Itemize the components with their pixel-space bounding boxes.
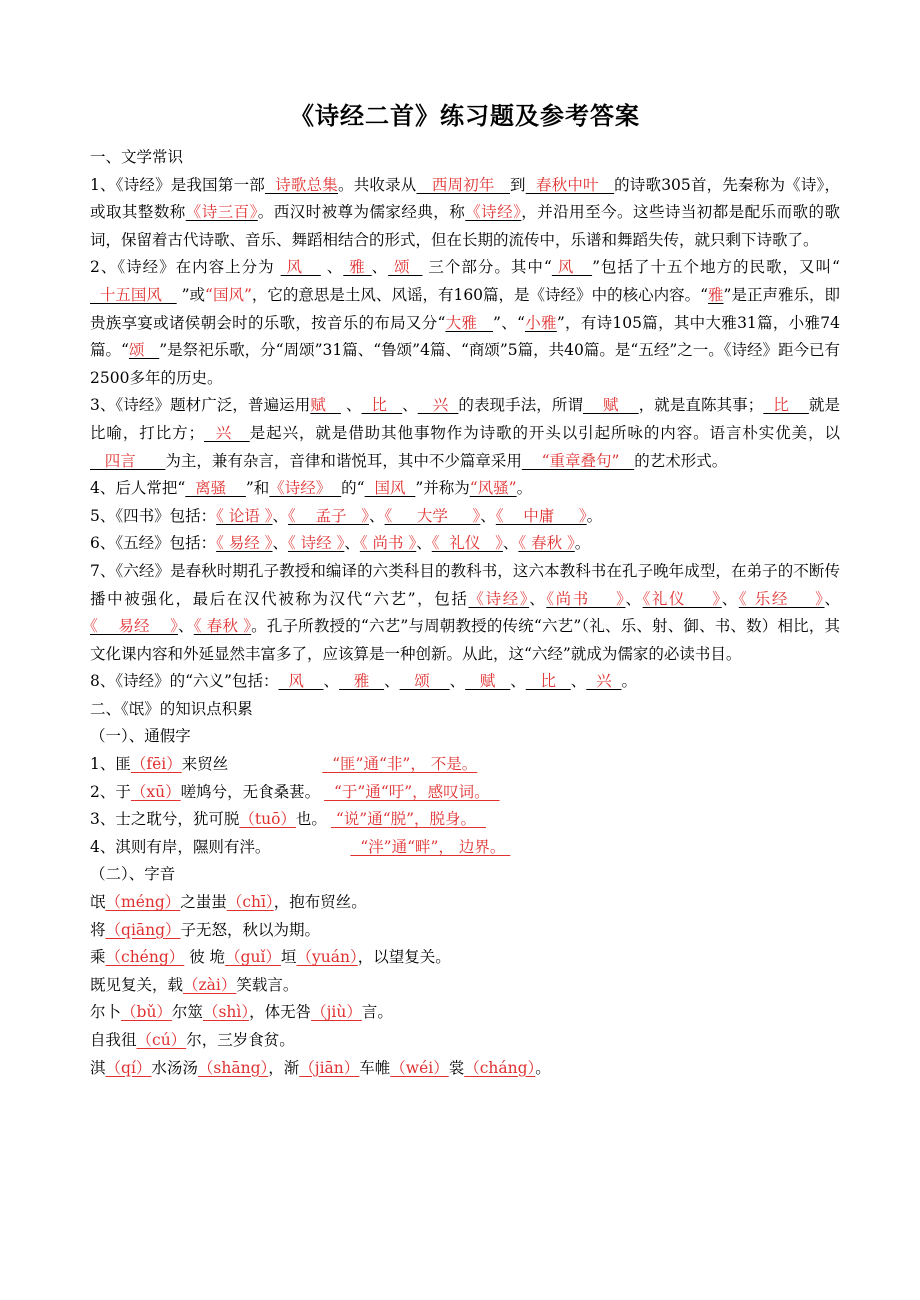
answer-blank: 四言 xyxy=(90,451,166,470)
text: 三个部分。其中“ xyxy=(422,258,552,277)
answer-blank: “匪”通“非”， 不是。 xyxy=(322,755,478,774)
text: ”包括了十五个地方的民歌，又叫“ xyxy=(592,258,840,277)
text: 既见复关，载 xyxy=(90,975,184,994)
answer-blank: 《 论语 》 xyxy=(216,506,273,525)
text: 的诗歌305首，先秦称为《诗》，或取其整数称 xyxy=(90,175,840,222)
text: 、 xyxy=(371,258,389,277)
answer-blank: 兴 xyxy=(586,672,622,691)
pinyin: （fēi） xyxy=(130,755,182,774)
question-6 xyxy=(90,530,840,558)
text: ”并称为 xyxy=(415,479,470,498)
answer-blank: 《 春秋 》 xyxy=(193,617,252,636)
answer-blank: 国风 xyxy=(364,479,416,498)
answer-blank: 《 大学 》 xyxy=(384,506,481,525)
text: 4、淇则有岸，隰则有泮。 xyxy=(90,837,271,856)
text: 、 xyxy=(323,672,340,691)
text: ，体无咎 xyxy=(249,1003,312,1022)
pinyin: （yuán） xyxy=(296,948,358,967)
text: 3、士之耽兮，犹可脱 xyxy=(90,810,240,829)
pinyin: （shāng） xyxy=(197,1058,269,1077)
text: 彼 垝 xyxy=(184,948,226,967)
answer-blank: 比 xyxy=(525,672,571,691)
pinyin: （chī） xyxy=(226,893,274,912)
text: 8、《诗经》的“六义”包括： xyxy=(90,672,279,691)
question-3 xyxy=(90,392,840,475)
text: ”是正声雅乐，即贵族享宴或诸侯朝会时的乐歌，按音乐的布局又分“ xyxy=(90,285,840,332)
text: 到 xyxy=(510,175,526,194)
answer-blank: 《 礼仪 》 xyxy=(431,534,503,553)
answer-blank: 小雅 xyxy=(524,313,557,332)
text: 的“ xyxy=(341,479,365,498)
text: 、 xyxy=(824,589,840,608)
text: 自我徂 xyxy=(90,1031,137,1049)
text: ”或 xyxy=(176,285,206,304)
answer-blank: “风骚” xyxy=(469,479,517,498)
answer-blank: 兴 xyxy=(204,423,250,442)
answer-blank: 风 xyxy=(551,258,593,277)
text: 3、《诗经》题材广泛，普遍运用 xyxy=(90,396,311,415)
ziyin-line-1 xyxy=(90,889,840,917)
text: 的表现手法，所谓 xyxy=(458,396,584,415)
text: 、 xyxy=(449,672,466,691)
text: 、 xyxy=(625,589,643,608)
text: 氓 xyxy=(90,893,106,912)
pinyin: （tuō） xyxy=(239,810,296,829)
pinyin: （guǐ） xyxy=(225,948,281,967)
text: 垣 xyxy=(281,948,297,967)
text: 、 xyxy=(570,672,587,691)
pinyin: （wéi） xyxy=(390,1058,449,1077)
answer-blank: 颂 xyxy=(388,258,423,277)
text: 、 xyxy=(529,589,547,608)
pinyin: （qí） xyxy=(105,1058,152,1077)
text: 。 xyxy=(621,672,638,691)
answer-blank: 雅 xyxy=(343,258,372,277)
answer-blank: 赋 xyxy=(465,672,511,691)
pinyin: （zài） xyxy=(183,975,237,994)
text: 、 xyxy=(502,534,519,553)
answer-blank: 赋 xyxy=(583,396,639,415)
pinyin: （shì） xyxy=(202,1003,250,1022)
answer-blank: 《礼仪 》 xyxy=(642,589,722,608)
text: 。 xyxy=(586,506,603,525)
text: 乘 xyxy=(90,948,106,967)
text: 、 xyxy=(340,396,362,415)
answer-blank: 《尚书 》 xyxy=(546,589,626,608)
tongjia-item-4 xyxy=(90,834,840,862)
answer-blank: 西周初年 xyxy=(416,175,510,194)
text: ，它的意思是土风、风谣，有160篇，是《诗经》中的核心内容。“ xyxy=(251,285,709,304)
answer-blank: 《 易经 》 xyxy=(90,617,179,636)
text: ，抱布贸丝。 xyxy=(273,893,367,912)
answer-blank: 《诗经》 xyxy=(465,203,522,222)
subsection-heading: （二）、字音 xyxy=(90,865,176,884)
answer-blank: 《 孟子 》 xyxy=(288,506,369,525)
ziyin-line-2 xyxy=(90,917,840,945)
section-heading: 一、文学常识 xyxy=(90,148,184,166)
pinyin: （cháng） xyxy=(464,1058,536,1077)
text: 。共收录从 xyxy=(338,175,417,194)
document-page xyxy=(90,96,840,1082)
text: 7、《六经》是春秋时期孔子教授和编译的六类科目的教科书，这六本教科书在孔子晚年成型，在弟子的不断传播中被强化，最后在汉代被称为汉代“六艺”，包括 xyxy=(90,561,840,608)
text: ，就是直陈其事； xyxy=(638,396,764,415)
text: 尔，三岁食贫。 xyxy=(186,1031,295,1049)
text: 车帷 xyxy=(359,1058,391,1077)
answer-blank: 离骚 xyxy=(185,479,246,498)
question-2 xyxy=(90,254,840,392)
answer-blank: 比 xyxy=(763,396,809,415)
answer-blank: 颂 xyxy=(399,672,450,691)
question-5 xyxy=(90,503,840,531)
text: 1、匪 xyxy=(90,755,131,774)
ziyin-line-3 xyxy=(90,944,840,972)
text: 是起兴，就是借助其他事物作为诗歌的开头以引起所咏的内容。语言朴实优美，以 xyxy=(249,423,840,442)
text: 也。 xyxy=(295,810,327,829)
pinyin: （jiù） xyxy=(311,1003,362,1022)
section-heading: 二、《氓》的知识点积累 xyxy=(90,699,253,718)
answer-blank: “于”通“吁”，感叹词。 xyxy=(324,782,500,801)
answer-blank: 诗歌总集 xyxy=(264,175,338,194)
text: 。西汉时被尊为儒家经典，称 xyxy=(257,203,466,222)
text: 、 xyxy=(402,396,418,415)
answer-blank: 赋 xyxy=(310,396,341,415)
pinyin: （bǔ） xyxy=(121,1003,172,1022)
answer-blank: 颂 xyxy=(128,341,160,360)
text: ”，有诗105篇，其中大雅31篇，小雅74篇。“ xyxy=(90,313,840,360)
answer-blank: “说”通“脱”，脱身。 xyxy=(330,810,486,829)
text: 言。 xyxy=(361,1003,393,1022)
answer-blank: “泮”通“畔”， 边界。 xyxy=(350,837,511,856)
answer-blank: 大雅 xyxy=(445,313,493,332)
answer-blank: 《 乐经 》 xyxy=(738,589,825,608)
text: 尔卜 xyxy=(90,1003,122,1022)
ziyin-line-6 xyxy=(90,1027,840,1055)
text: 来贸丝 xyxy=(181,755,229,774)
pinyin: （chéng） xyxy=(105,948,185,967)
text: 将 xyxy=(90,920,106,939)
answer-blank: 《诗三百》 xyxy=(185,203,258,222)
answer-blank: 兴 xyxy=(417,396,459,415)
question-1 xyxy=(90,172,840,255)
text: 子无怒，秋以为期。 xyxy=(180,920,321,939)
text: 6、《五经》包括： xyxy=(90,534,217,553)
question-8 xyxy=(90,668,840,696)
text: 、 xyxy=(480,506,496,525)
answer-blank: 比 xyxy=(361,396,403,415)
pinyin: （qiāng） xyxy=(105,920,181,939)
answer-blank: 《 诗经 》 xyxy=(288,534,345,553)
answer-blank: 十五国风 xyxy=(90,285,177,304)
tongjia-item-1 xyxy=(90,751,840,779)
text: 笑载言。 xyxy=(236,975,299,994)
text: 为主，兼有杂言，音律和谐悦耳，其中不少篇章采用 xyxy=(165,451,522,470)
answer-blank: 《 中庸 》 xyxy=(495,506,587,525)
text: 、 xyxy=(320,258,344,277)
text: ，并沿用至今。这些诗当初都是配乐而歌的歌词，保留着古代诗歌、音乐、舞蹈相结合的形式，但在长期的流传中，乐谱和舞蹈失传，就只剩下诗歌了。 xyxy=(90,203,840,249)
text: ，渐 xyxy=(268,1058,300,1077)
text: 、 xyxy=(344,534,360,553)
answer-blank: “国风” xyxy=(205,285,252,304)
text: 、 xyxy=(510,672,526,691)
subsection-heading: （一）、通假字 xyxy=(90,727,191,746)
text: 、 xyxy=(384,672,400,691)
text: 、 xyxy=(178,617,194,636)
page-title: 《诗经二首》练习题及参考答案 xyxy=(290,102,640,130)
text: 水汤汤 xyxy=(151,1058,198,1077)
text: 4、后人常把“ xyxy=(90,479,186,498)
ziyin-line-5 xyxy=(90,999,840,1027)
text: 5、《四书》包括： xyxy=(90,506,217,525)
question-4 xyxy=(90,475,840,503)
text: 、 xyxy=(416,534,432,553)
text: 淇 xyxy=(90,1058,106,1077)
text: 2、于 xyxy=(90,782,131,801)
answer-blank: “重章叠句” xyxy=(521,451,635,470)
text: 。 xyxy=(574,534,591,553)
text: 就是比喻，打比方； xyxy=(90,396,840,442)
text: 1、《诗经》是我国第一部 xyxy=(90,175,265,194)
answer-blank: 《 易经 》 xyxy=(216,534,273,553)
answer-blank: 《 尚书 》 xyxy=(359,534,417,553)
text: 。孔子所教授的“六艺”与周朝教授的传统“六艺”（礼、乐、射、御、书、数）相比，其文化课内容和外延显然丰富多了，应该算是一种创新。从此，这“六经”就成为儒家的必读书目。 xyxy=(90,617,840,663)
ziyin-line-7 xyxy=(90,1055,840,1083)
pinyin: （méng） xyxy=(105,893,181,912)
text: 、 xyxy=(369,506,385,525)
text: 、 xyxy=(272,534,288,553)
text: ”、“ xyxy=(492,313,525,332)
tongjia-item-3 xyxy=(90,806,840,834)
text: ，以望复关。 xyxy=(357,948,451,967)
pinyin: （cú） xyxy=(136,1031,187,1049)
answer-blank: 《 春秋 》 xyxy=(518,534,575,553)
answer-blank: 风 xyxy=(280,258,321,277)
tongjia-item-2 xyxy=(90,779,840,807)
text: 之蚩蚩 xyxy=(180,893,227,912)
answer-blank: 春秋中叶 xyxy=(525,175,615,194)
answer-blank: 风 xyxy=(278,672,324,691)
text: 2、《诗经》在内容上分为 xyxy=(90,258,281,277)
ziyin-line-4 xyxy=(90,972,840,1000)
question-7 xyxy=(90,558,840,668)
pinyin: （xū） xyxy=(130,782,181,801)
answer-blank: 雅 xyxy=(339,672,385,691)
text: 。 xyxy=(535,1058,551,1077)
text: 。 xyxy=(516,479,533,498)
text: 尔筮 xyxy=(171,1003,203,1022)
pinyin: （jiān） xyxy=(299,1058,360,1077)
answer-blank: 雅 xyxy=(708,285,724,304)
text: 裳 xyxy=(448,1058,465,1077)
answer-blank: 《诗经》 xyxy=(468,589,530,608)
text: ”是祭祀乐歌，分“周颂”31篇、“鲁颂”4篇、“商颂”5篇，共40篇。是“五经”之一。《诗经》距今已有2500多年的历史。 xyxy=(90,341,841,387)
text: 、 xyxy=(721,589,739,608)
text: 、 xyxy=(272,506,288,525)
answer-blank: 《诗经》 xyxy=(269,479,342,498)
text: 的艺术形式。 xyxy=(634,451,728,470)
text: ”和 xyxy=(245,479,270,498)
text: 嗟鸠兮，无食桑葚。 xyxy=(180,782,321,801)
